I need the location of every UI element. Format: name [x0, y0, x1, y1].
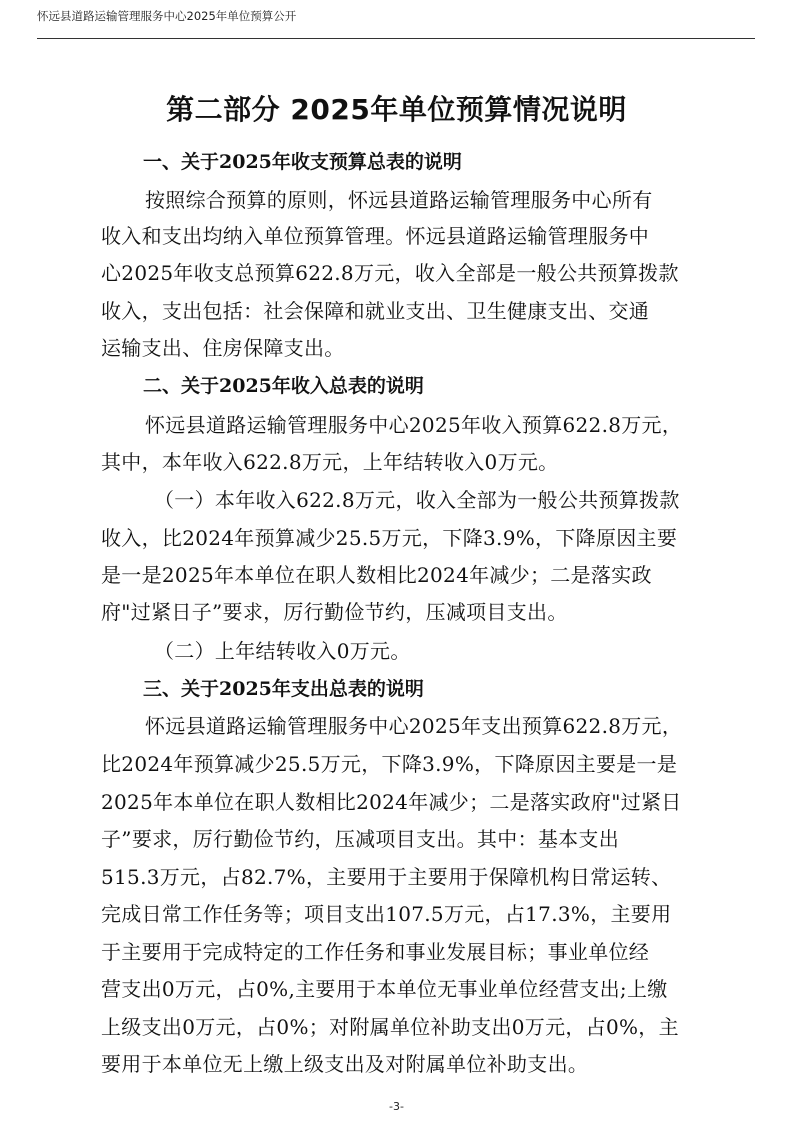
paragraph-line: 是一是2025年本单位在职人数相比2024年减少；二是落实政: [101, 563, 652, 587]
paragraph-line: 收入和支出均纳入单位预算管理。怀远县道路运输管理服务中: [101, 224, 650, 248]
section-heading: 二、关于2025年收入总表的说明: [143, 375, 424, 397]
running-header: 怀远县道路运输管理服务中心2025年单位预算公开: [37, 9, 297, 23]
paragraph-line: 子”要求，厉行勤俭节约，压减项目支出。其中：基本支出: [101, 827, 620, 851]
header-rule: [37, 38, 755, 39]
paragraph-line: 怀远县道路运输管理服务中心2025年收入预算622.8万元，: [145, 413, 683, 437]
section-heading: 三、关于2025年支出总表的说明: [143, 678, 424, 700]
section-heading: 一、关于2025年收支预算总表的说明: [143, 151, 462, 173]
paragraph-line: 收入，支出包括：社会保障和就业支出、卫生健康支出、交通: [101, 299, 650, 323]
paragraph-line: （二）上年结转收入0万元。: [154, 639, 411, 663]
paragraph-line: 按照综合预算的原则，怀远县道路运输管理服务中心所有: [145, 188, 653, 212]
paragraph-line: 要用于本单位无上缴上级支出及对附属单位补助支出。: [101, 1052, 589, 1076]
paragraph-line: 于主要用于完成特定的工作任务和事业发展目标；事业单位经: [101, 940, 650, 964]
paragraph-line: 比2024年预算减少25.5万元，下降3.9%，下降原因主要是一是: [101, 752, 678, 776]
paragraph-line: 怀远县道路运输管理服务中心2025年支出预算622.8万元，: [145, 714, 683, 738]
paragraph-line: 营支出0万元，占0%,主要用于本单位无事业单位经营支出;上缴: [101, 977, 668, 1001]
paragraph-line: 收入，比2024年预算减少25.5万元，下降3.9%，下降原因主要: [101, 526, 678, 550]
paragraph-line: 其中，本年收入622.8万元，上年结转收入0万元。: [101, 450, 559, 474]
paragraph-line: 上级支出0万元，占0%；对附属单位补助支出0万元，占0%，主: [101, 1015, 679, 1039]
page-number: -3-: [389, 1100, 404, 1113]
paragraph-line: 运输支出、住房保障支出。: [101, 336, 345, 360]
paragraph-line: 2025年本单位在职人数相比2024年减少；二是落实政府"过紧日: [101, 790, 682, 814]
paragraph-line: 府"过紧日子”要求，厉行勤俭节约，压减项目支出。: [101, 600, 568, 624]
paragraph-line: 心2025年收支总预算622.8万元，收入全部是一般公共预算拨款: [101, 261, 679, 285]
paragraph-line: 515.3万元，占82.7%，主要用于主要用于保障机构日常运转、: [101, 865, 672, 889]
paragraph-line: （一）本年收入622.8万元，收入全部为一般公共预算拨款: [154, 488, 680, 512]
paragraph-line: 完成日常工作任务等；项目支出107.5万元，占17.3%，主要用: [101, 902, 672, 926]
page-title: 第二部分 2025年单位预算情况说明: [166, 93, 627, 126]
